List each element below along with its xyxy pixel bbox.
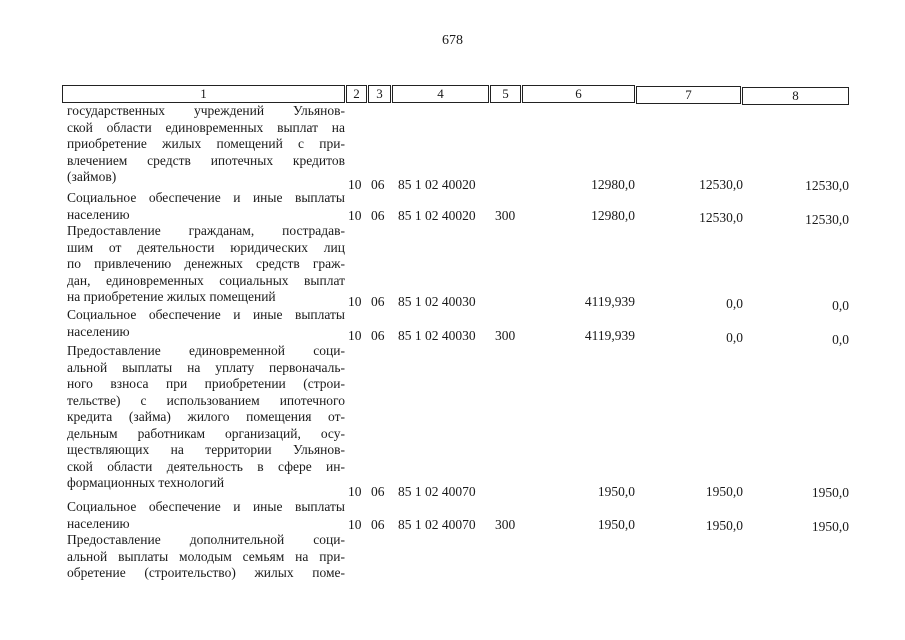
row-description <box>67 190 345 223</box>
amount-col-8: 1950,0 <box>811 519 849 534</box>
description-line: тельстве) с использованием ипотечного <box>67 392 345 408</box>
amount-col-8: 12530,0 <box>805 212 849 227</box>
target-item-code: 85 1 02 40030 <box>398 328 476 343</box>
description-line: населению <box>67 515 130 531</box>
row-description <box>67 532 345 582</box>
description-line: Социальное обеспечение и иные выплаты <box>67 190 345 205</box>
expense-type-code: 300 <box>495 208 516 223</box>
section-code: 10 <box>348 484 362 499</box>
subsection-code: 06 <box>371 177 385 192</box>
subsection-code: 06 <box>371 294 385 309</box>
subsection-code: 06 <box>371 328 385 343</box>
description-line: шим от деятельности юридических лиц <box>67 239 345 255</box>
description-line: влечением средств ипотечных кредитов <box>67 152 345 168</box>
description-line: ществляющих на территории Ульянов- <box>67 442 345 457</box>
description-line: Предоставление гражданам, пострадав- <box>67 223 345 238</box>
amount-col-8: 1950,0 <box>811 485 849 500</box>
description-line: населению <box>67 206 130 222</box>
description-line: по привлечению денежных средств граж- <box>67 256 345 271</box>
subsection-code: 06 <box>371 484 385 499</box>
target-item-code: 85 1 02 40070 <box>398 517 476 532</box>
description-line: государственных учреждений Ульянов- <box>67 103 345 118</box>
section-code: 10 <box>348 208 362 223</box>
description-line: (займов) <box>67 169 117 184</box>
description-line: ской области единовременных выплат на <box>67 119 345 135</box>
header-col-4: 4 <box>392 85 489 103</box>
subsection-code: 06 <box>371 208 385 223</box>
target-item-code: 85 1 02 40070 <box>398 484 476 499</box>
row-description <box>67 499 345 532</box>
target-item-code: 85 1 02 40030 <box>398 294 476 309</box>
header-col-8: 8 <box>742 87 849 105</box>
amount-col-7: 0,0 <box>726 296 743 311</box>
amount-col-6: 4119,939 <box>584 294 635 309</box>
description-line: дан, единовременных социальных выплат <box>67 272 345 288</box>
description-line: населению <box>67 323 130 339</box>
amount-col-7: 12530,0 <box>699 177 743 192</box>
row-description <box>67 307 345 340</box>
amount-col-8: 12530,0 <box>805 178 849 193</box>
section-code: 10 <box>348 177 362 192</box>
header-col-3: 3 <box>368 85 391 103</box>
amount-col-7: 12530,0 <box>699 210 743 225</box>
description-line: Социальное обеспечение и иные выплаты <box>67 307 345 322</box>
expense-type-code: 300 <box>495 328 516 343</box>
description-line: Социальное обеспечение и иные выплаты <box>67 499 345 514</box>
target-item-code: 85 1 02 40020 <box>398 208 476 223</box>
header-col-7: 7 <box>636 86 741 104</box>
description-line: обретение (строительство) жилых поме- <box>67 565 345 580</box>
description-line: дельным работникам организаций, осу- <box>67 425 345 441</box>
description-line: альной выплаты на уплату первоначаль- <box>67 359 345 375</box>
amount-col-7: 0,0 <box>726 330 743 345</box>
description-line: на приобретение жилых помещений <box>67 289 276 304</box>
section-code: 10 <box>348 517 362 532</box>
amount-col-6: 12980,0 <box>591 177 635 192</box>
description-line: ного взноса при приобретении (строи- <box>67 376 345 391</box>
amount-col-8: 0,0 <box>832 332 849 347</box>
page-number: 678 <box>442 33 463 48</box>
amount-col-7: 1950,0 <box>705 484 743 499</box>
description-line: альной выплаты молодым семьям на при- <box>67 548 345 564</box>
header-col-6: 6 <box>522 85 635 103</box>
row-description <box>67 223 345 306</box>
row-description <box>67 343 345 492</box>
header-col-2: 2 <box>346 85 367 103</box>
row-description <box>67 103 345 186</box>
description-line: приобретение жилых помещений с при- <box>67 136 345 151</box>
amount-col-6: 1950,0 <box>597 484 635 499</box>
table-header <box>62 81 849 105</box>
header-col-5: 5 <box>490 85 521 103</box>
header-col-1: 1 <box>62 85 345 103</box>
amount-col-8: 0,0 <box>832 298 849 313</box>
amount-col-7: 1950,0 <box>705 518 743 533</box>
amount-col-6: 12980,0 <box>591 208 635 223</box>
description-line: Предоставление дополнительной соци- <box>67 532 345 547</box>
description-line: кредита (займа) жилого помещения от- <box>67 409 345 424</box>
description-line: формационных технологий <box>67 475 225 490</box>
description-line: ской области деятельность в сфере ин- <box>67 458 345 474</box>
section-code: 10 <box>348 328 362 343</box>
description-line: Предоставление единовременной соци- <box>67 343 345 358</box>
expense-type-code: 300 <box>495 517 516 532</box>
target-item-code: 85 1 02 40020 <box>398 177 476 192</box>
amount-col-6: 4119,939 <box>584 328 635 343</box>
amount-col-6: 1950,0 <box>597 517 635 532</box>
subsection-code: 06 <box>371 517 385 532</box>
section-code: 10 <box>348 294 362 309</box>
